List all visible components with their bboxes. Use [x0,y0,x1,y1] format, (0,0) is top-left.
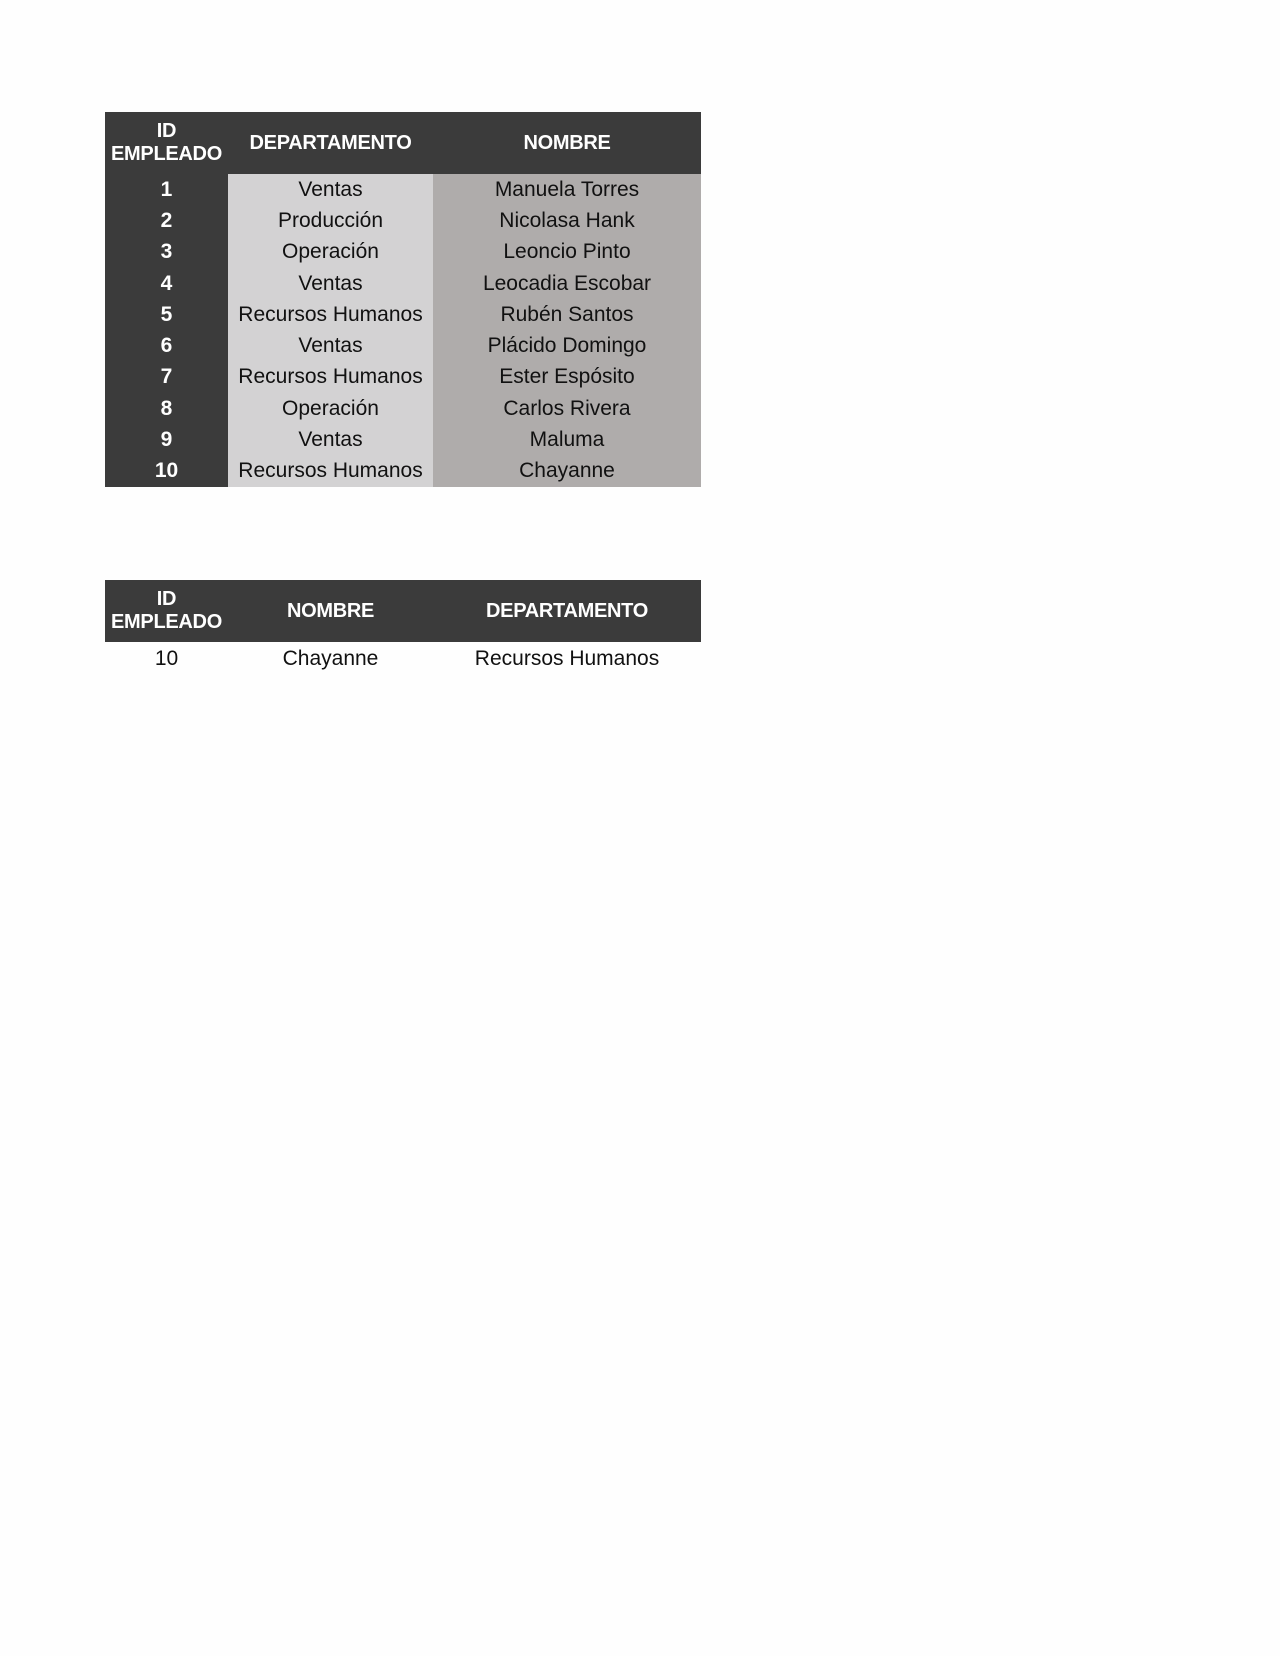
employee-table-header-row [105,112,701,174]
table-row [105,424,701,455]
cell-id[interactable]: 10 [105,456,228,487]
header-id-line1: ID [156,120,177,142]
cell-id[interactable]: 3 [105,237,228,268]
cell-nombre[interactable]: Ester Espósito [433,362,701,393]
employee-table [105,112,701,487]
cell-departamento[interactable]: Recursos Humanos [228,362,433,393]
lookup-header-id-line2: EMPLEADO [111,611,222,633]
lookup-table [105,580,701,676]
lookup-id-input-cell[interactable]: 10 [154,647,179,670]
cell-nombre[interactable]: Maluma [433,424,701,455]
lookup-header-id-empleado[interactable] [105,580,228,642]
cell-id[interactable]: 9 [105,424,228,455]
cell-nombre[interactable]: Nicolasa Hank [433,205,701,236]
cell-id[interactable]: 2 [105,205,228,236]
cell-nombre[interactable]: Manuela Torres [433,174,701,205]
table-row [105,456,701,487]
cell-departamento[interactable]: Operación [228,393,433,424]
table-row [105,174,701,205]
header-id-empleado[interactable] [105,112,228,174]
cell-departamento[interactable]: Ventas [228,174,433,205]
table-row [105,393,701,424]
lookup-departamento-cell[interactable]: Recursos Humanos [474,647,660,670]
cell-id[interactable]: 1 [105,174,228,205]
cell-id[interactable]: 5 [105,299,228,330]
lookup-nombre-cell[interactable]: Chayanne [282,647,379,670]
table-row [105,205,701,236]
cell-departamento[interactable]: Ventas [228,330,433,361]
lookup-header-id-line1: ID [156,588,177,610]
table-row [105,330,701,361]
lookup-table-header-row [105,580,701,642]
cell-id[interactable]: 6 [105,330,228,361]
cell-nombre[interactable]: Chayanne [433,456,701,487]
cell-nombre[interactable]: Carlos Rivera [433,393,701,424]
cell-departamento[interactable]: Producción [228,205,433,236]
table-row [105,237,701,268]
cell-nombre[interactable]: Rubén Santos [433,299,701,330]
cell-nombre[interactable]: Plácido Domingo [433,330,701,361]
cell-nombre[interactable]: Leoncio Pinto [433,237,701,268]
cell-id[interactable]: 8 [105,393,228,424]
cell-nombre[interactable]: Leocadia Escobar [433,268,701,299]
cell-id[interactable]: 7 [105,362,228,393]
cell-departamento[interactable]: Recursos Humanos [228,456,433,487]
table-row [105,299,701,330]
table-row [105,362,701,393]
table-row [105,268,701,299]
cell-departamento[interactable]: Operación [228,237,433,268]
lookup-result-row [105,642,701,676]
cell-departamento[interactable]: Ventas [228,268,433,299]
cell-departamento[interactable]: Ventas [228,424,433,455]
header-nombre[interactable]: NOMBRE [433,112,701,174]
lookup-header-nombre[interactable]: NOMBRE [228,580,433,642]
header-departamento[interactable]: DEPARTAMENTO [228,112,433,174]
header-id-line2: EMPLEADO [111,143,222,165]
cell-id[interactable]: 4 [105,268,228,299]
cell-departamento[interactable]: Recursos Humanos [228,299,433,330]
lookup-header-departamento[interactable]: DEPARTAMENTO [433,580,701,642]
